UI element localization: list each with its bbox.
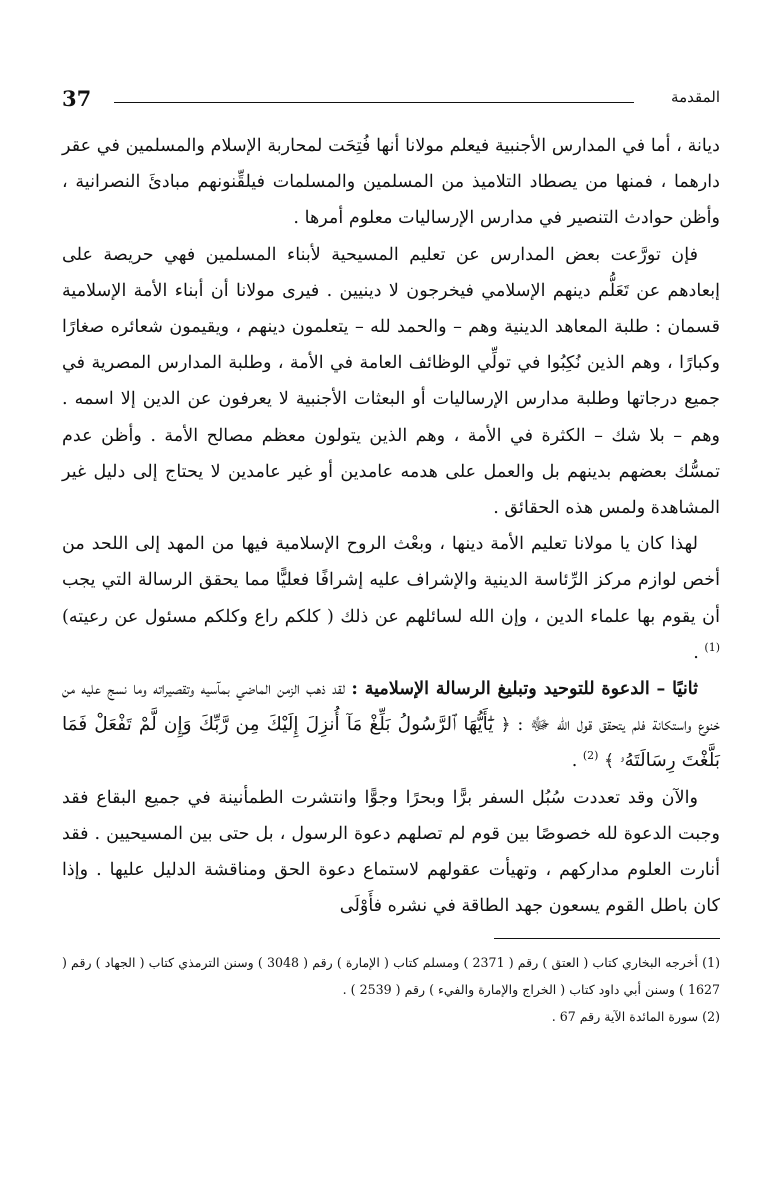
main-text <box>62 128 720 924</box>
footnote-ref-2: (2) <box>582 749 599 763</box>
header-rule <box>114 102 634 103</box>
paragraph-3-text: لهذا كان يا مولانا تعليم الأمة دينها ، وبعْث الروح الإسلامية فيها من المهد إلى اللحد من أخص لوازم مركز الرِّئاسة الدينية والإشراف عليه إشرافًا فعليًّا مما يحقق الرسالة التي يجب أن يقوم بها علماء الدين ، وإن الله لسائلهم عن ذلك ( كلكم راع وكلكم مسئول عن رعيته) <box>62 534 720 627</box>
paragraph-4-end: . <box>571 751 583 772</box>
page-header <box>62 82 720 122</box>
footnote-divider <box>494 938 720 939</box>
quran-verse: يَٰٓأَيُّهَا ٱلرَّسُولُ بَلِّغْ مَآ أُنزِلَ إِلَيْكَ مِن رَّبِّكَ وَإِن لَّمْ تَفْعَلْ فَمَا بَلَّغْتَ رِسَالَتَهُۥ <box>62 714 720 772</box>
paragraph-1: ديانة ، أما في المدارس الأجنبية فيعلم مولانا أنها فُتِحَت لمحاربة الإسلام والمسلمين في عقر دارهما ، فمنها من يصطاد التلاميذ من المسلمين والمسلمات فيلقِّنونهم مبادئَ النصرانية ، وأظن حوادث التنصير في مدارس الإرساليات معلوم أمرها . <box>62 136 720 229</box>
footnote-ref-1: (1) <box>704 640 720 654</box>
quran-open-bracket: ﴿ <box>500 715 511 736</box>
paragraph-4 <box>62 671 720 780</box>
paragraph-2: فإن تورَّعت بعض المدارس عن تعليم المسيحية لأبناء المسلمين فهي حريصة على إبعادهم عن تَعَلُّم دينهم الإسلامي فيخرجون لا دينيين . فيرى مولانا أن أبناء الأمة الإسلامية قسمان : طلبة المعاهد الدينية وهم – والحمد لله – يتعلمون دينهم ، ويقيمون شعائره صغارًا وكبارًا ، وهم الذين نُكِبُوا في تولِّي الوظائف العامة في الأمة ، وطلبة المدارس المصرية في جميع درجاتها وطلبة مدارس الإرساليات أو البعثات الأجنبية لا يعرفون عن الدين إلا اسمه . وهم – بلا شك – الكثرة في الأمة ، وهم الذين يتولون معظم مصالح الأمة . وأظن عدم تمسُّك بعضهم بدينهم بل والعمل على هدمه عامدين أو غير عامدين لا يحتاج إلى دليل غير المشاهدة ولمس هذه الحقائق . <box>62 244 720 519</box>
footnote-2: (2) سورة المائدة الآية رقم 67 . <box>551 1009 720 1025</box>
paragraph-3 <box>62 526 720 671</box>
quran-close-bracket: ﴾ <box>604 751 615 772</box>
paragraph-5: والآن وقد تعددت سُبُل السفر برًّا وبحرًا وجوًّا وانتشرت الطمأنينة في جميع البقاع فقد وجبت الدعوة لله خصوصًا بين قوم لم تصلهم دعوة الرسول ، بل حتى بين المسيحيين . فقد أنارت العلوم مداركهم ، وتهيأت عقولهم لاستماع دعوة الحق ومناقشة الدليل عليها . وإذا كان باطل القوم يسعون جهد الطاقة في نشره فأَوْلَى <box>62 787 720 917</box>
paragraph-4-text: لقد ذهب الزمن الماضي بمآسيه وتقصيراته وما نسج عليه من خنوع واستكانة فلم يتحقق قول الله ﷻ : <box>62 679 720 736</box>
paragraph-3-end: . <box>693 642 705 663</box>
footnote-1: (1) أخرجه البخاري كتاب ( العتق ) رقم ( 2371 ) ومسلم كتاب ( الإمارة ) رقم ( 3048 ) وسنن الترمذي كتاب ( الجهاد ) رقم ( 1627 ) وسنن أبي داود كتاب ( الخراج والإمارة والفيء ) رقم ( 2539 ) . <box>62 955 720 998</box>
footnotes <box>62 949 720 1030</box>
section-heading: ثانيًا – الدعوة للتوحيد وتبليغ الرسالة الإسلامية : <box>351 678 698 700</box>
section-title: المقدمة <box>671 88 720 106</box>
book-page <box>62 82 720 1030</box>
page-number: 37 <box>62 86 92 111</box>
